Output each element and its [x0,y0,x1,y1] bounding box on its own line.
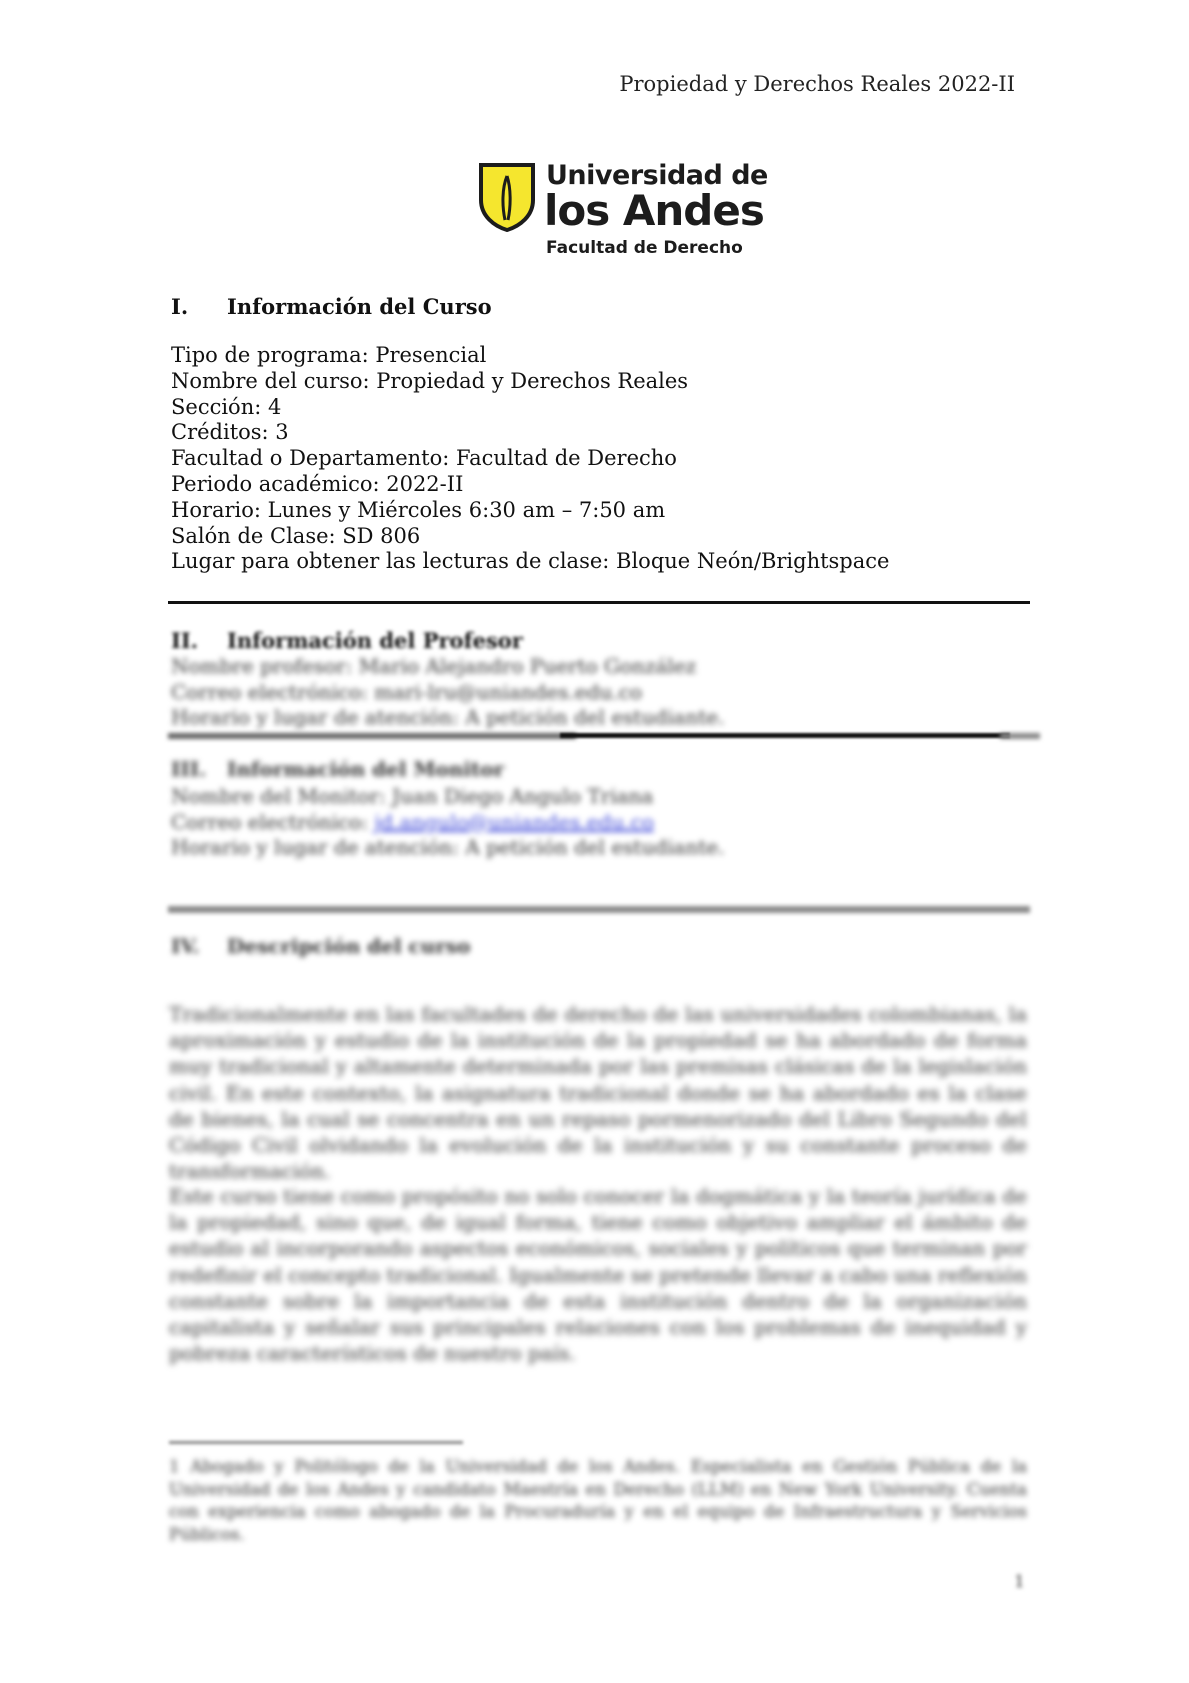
section-1-number: I. [171,294,189,319]
course-info-list [171,343,889,575]
section-1-title: Información del Curso [227,294,492,319]
section-2-number: II. [171,628,198,653]
divider-right-segment [560,733,1010,738]
running-header: Propiedad y Derechos Reales 2022-II [619,72,1015,96]
divider-tail-segment [1000,733,1040,739]
info-item: Nombre profesor: Mario Alejandro Puerto González [171,654,697,678]
info-item: Nombre del Monitor: Juan Diego Angulo Triana [171,784,654,808]
section-divider [168,601,1030,604]
logo-faculty: Facultad de Derecho [546,238,743,258]
professor-info-list [171,654,725,731]
info-item: Salón de Clase: SD 806 [171,523,421,548]
section-4-number: IV. [171,934,200,958]
section-4-heading [171,934,470,958]
section-2-heading [171,628,523,653]
info-item: Lugar para obtener las lecturas de clase: Bloque Neón/Brightspace [171,549,890,574]
logo-line-2: los Andes [544,186,764,235]
email-label: Correo electrónico: [171,809,368,834]
section-2-title: Información del Profesor [227,628,523,653]
section-3-number: III. [171,757,207,781]
section-1-heading [171,294,492,319]
info-item: Correo electrónico: mari-lru@uniandes.edu.co [171,679,643,704]
footnote-separator [169,1441,463,1444]
section-4-title: Descripción del curso [227,934,471,958]
info-item: Tipo de programa: Presencial [171,343,487,367]
info-item: Sección: 4 [171,394,282,419]
university-logo [478,160,768,260]
monitor-info-list [171,784,725,861]
footnote: 1 Abogado y Politólogo de la Universidad de los Andes. Especialista en Gestión Pública de la Universidad de los Andes y candidato Maestría en Derecho (LLM) en New York University. Cuenta con experiencia como abogado de la Procuraduría y en el equipo de Infraestructura y Servicios Públicos. [169,1457,1027,1544]
info-item: Periodo académico: 2022-II [171,471,464,496]
section-divider [168,906,1030,913]
page-number: 1 [1014,1572,1025,1592]
section-3-heading [171,757,504,781]
info-item: Horario y lugar de atención: A petición del estudiante. [171,705,725,730]
description-paragraph: Tradicionalmente en las facultades de derecho de las universidades colombianas, la aproximación y estudio de la institución de la propiedad se ha abordado de forma muy tradicional y altamente determinada por las premisas clásicas de la legislación civil. En este contexto, la asignatura tradicional donde se ha abordado es la clase de bienes, la cual se concentra en un repaso pormenorizado del Libro Segundo del Código Civil olvidando la evolución de la institución y su constante proceso de transformación. [169,1002,1027,1184]
info-item: Créditos: 3 [171,420,289,445]
description-paragraph: Este curso tiene como propósito no solo conocer la dogmática y la teoría jurídica de la propiedad, sino que, de igual forma, tiene como objetivo ampliar el ámbito de estudio al incorporando aspectos económicos, sociales y políticos que terminan por redefinir el concepto tradicional. Igualmente se pretende llevar a cabo una reflexión constante sobre la importancia de esta institución dentro de la organización capitalista y señalar sus principales relaciones con los problemas de inequidad y pobreza característicos de nuestro país. [169,1184,1027,1366]
info-item: Facultad o Departamento: Facultad de Derecho [171,446,677,471]
info-item: Horario y lugar de atención: A petición del estudiante. [171,835,725,860]
divider-left-segment [168,733,576,739]
info-item: Nombre del curso: Propiedad y Derechos Reales [171,368,689,393]
info-item: Horario: Lunes y Miércoles 6:30 am – 7:50 am [171,497,666,522]
monitor-email-link[interactable]: jd.angulo@uniandes.edu.co [374,809,654,834]
info-item [171,810,725,836]
section-3-title: Información del Monitor [227,757,505,781]
shield-icon [478,162,536,232]
logo-line-1: Universidad de [546,160,768,191]
